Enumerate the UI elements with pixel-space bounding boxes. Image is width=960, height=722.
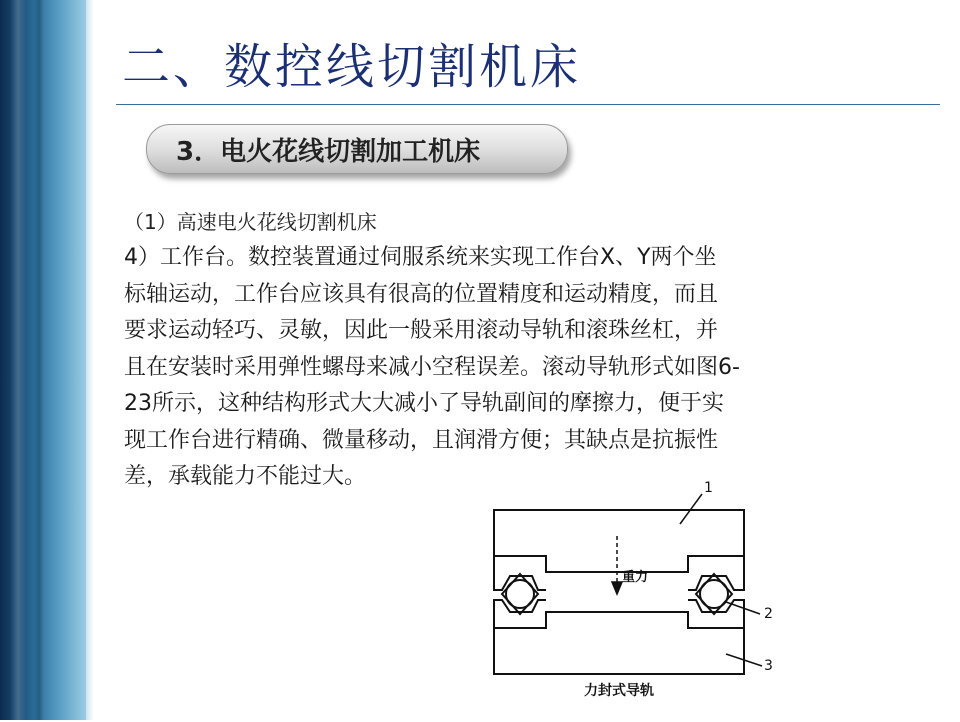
section-label: 3．电火花线切割加工机床 [176,137,481,167]
carriage-outline [494,510,744,572]
body-line: 要求运动轻巧、灵敏，因此一般采用滚动导轨和滚珠丝杠，并 [124,318,719,343]
gravity-arrow-head [612,582,622,594]
left-band-edge [86,0,94,720]
rail-outline [494,612,744,674]
slide-title: 二、数控线切割机床 [122,39,582,95]
subheading: （1）高速电火花线切割机床 [124,210,377,234]
callout-2: 2 [764,606,773,622]
force-label: 重力 [622,570,649,585]
callout-3: 3 [764,658,773,674]
rolling-guide-figure [480,478,800,718]
body-line: 且在安装时采用弹性螺母来减小空程误差。滚动导轨形式如图6- [124,354,740,380]
title-divider [116,104,940,105]
body-line: 4）工作台。数控装置通过伺服系统来实现工作台X、Y两个坐 [124,245,717,270]
body-line: 差，承载能力不能过大。 [124,464,367,489]
right-lower-groove [688,600,744,628]
body-line: 现工作台进行精确、微量移动，且润滑方便；其缺点是抗振性 [124,427,719,453]
right-upper-groove [688,556,744,590]
body-line: 23所示，这种结构形式大大减小了导轨副间的摩擦力，便于实 [124,391,724,416]
body-line: 标轴运动，工作台应该具有很高的位置精度和运动精度，而且 [124,281,719,307]
left-decorative-band [0,0,86,720]
body-paragraph [124,240,874,496]
figure-caption: 力封式导轨 [584,683,654,699]
callout-1: 1 [704,480,713,496]
